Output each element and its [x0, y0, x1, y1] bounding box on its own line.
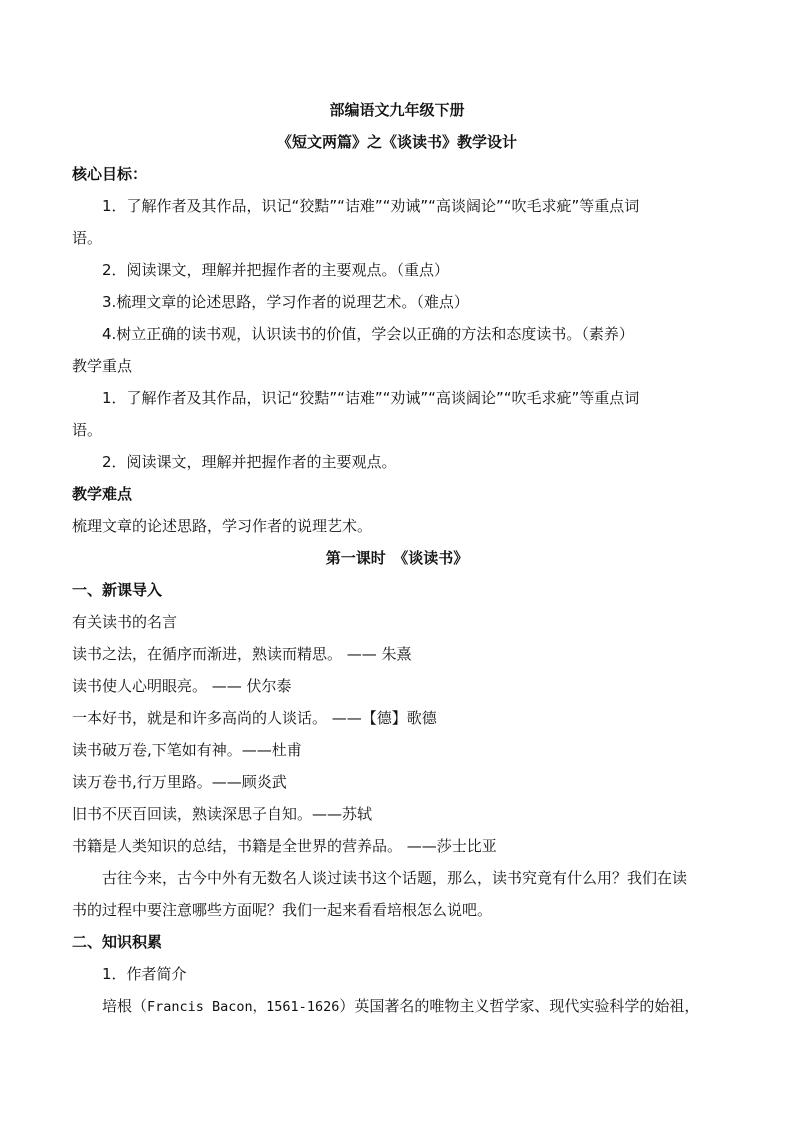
author-bio-part1: 培根（	[102, 997, 148, 1015]
core-goal-1-continued: 语。	[72, 229, 103, 247]
doc-title-line2: 《短文两篇》之《谈读书》教学设计	[276, 133, 517, 151]
quotes-title: 有关读书的名言	[72, 613, 178, 631]
quote-6: 旧书不厌百回读，熟读深思子自知。——苏轼	[72, 805, 373, 823]
intro-paragraph: 古往今来，古今中外有无数名人谈过读书这个话题，那么，读书究竟有什么用？我们在读	[102, 869, 688, 887]
intro-paragraph-continued: 书的过程中要注意哪些方面呢？我们一起来看看培根怎么说吧。	[72, 901, 493, 919]
quote-2: 读书使人心明眼亮。 —— 伏尔泰	[72, 677, 292, 695]
core-goal-4: 4.树立正确的读书观，认识读书的价值，学会以正确的方法和态度读书。（素养）	[102, 325, 634, 343]
author-bio-name: Francis Bacon，1561-1626	[147, 999, 340, 1015]
author-bio-part2: ）英国著名的唯物主义哲学家、现代实验科学的始祖，	[339, 997, 700, 1015]
core-goal-2: 2．阅读课文，理解并把握作者的主要观点。（重点）	[102, 261, 450, 279]
quote-3: 一本好书，就是和许多高尚的人谈话。 ——【德】歌德	[72, 709, 437, 727]
quote-5: 读万卷书,行万里路。——顾炎武	[72, 773, 287, 791]
key-points-heading: 教学重点	[72, 357, 133, 375]
doc-title-line1: 部编语文九年级下册	[329, 101, 465, 119]
quote-1: 读书之法，在循序而渐进，熟读而精思。 —— 朱熹	[72, 645, 412, 663]
author-bio	[72, 990, 722, 1022]
document-body	[72, 94, 722, 1022]
core-goals-heading: 核心目标：	[72, 165, 148, 183]
key-point-1: 1．了解作者及其作品，识记“狡黠”“诘难”“劝诫”“高谈阔论”“吹毛求疵”等重点词	[102, 389, 640, 407]
difficulty-text: 梳理文章的论述思路，学习作者的说理艺术。	[72, 517, 373, 535]
quote-4: 读书破万卷,下笔如有神。——杜甫	[72, 741, 302, 759]
core-goal-3: 3.梳理文章的论述思路，学习作者的说理艺术。（难点）	[102, 293, 469, 311]
quote-7: 书籍是人类知识的总结，书籍是全世界的营养品。 ——莎士比亚	[72, 837, 497, 855]
difficulty-heading: 教学难点	[72, 485, 133, 503]
key-point-2: 2．阅读课文，理解并把握作者的主要观点。	[102, 453, 397, 471]
lesson-heading: 第一课时 《谈读书》	[325, 549, 469, 567]
author-intro-subheading: 1．作者简介	[102, 965, 187, 983]
section1-heading: 一、新课导入	[72, 581, 163, 599]
core-goal-1: 1．了解作者及其作品，识记“狡黠”“诘难”“劝诫”“高谈阔论”“吹毛求疵”等重点词	[102, 197, 640, 215]
section2-heading: 二、知识积累	[72, 933, 163, 951]
key-point-1-continued: 语。	[72, 421, 103, 439]
